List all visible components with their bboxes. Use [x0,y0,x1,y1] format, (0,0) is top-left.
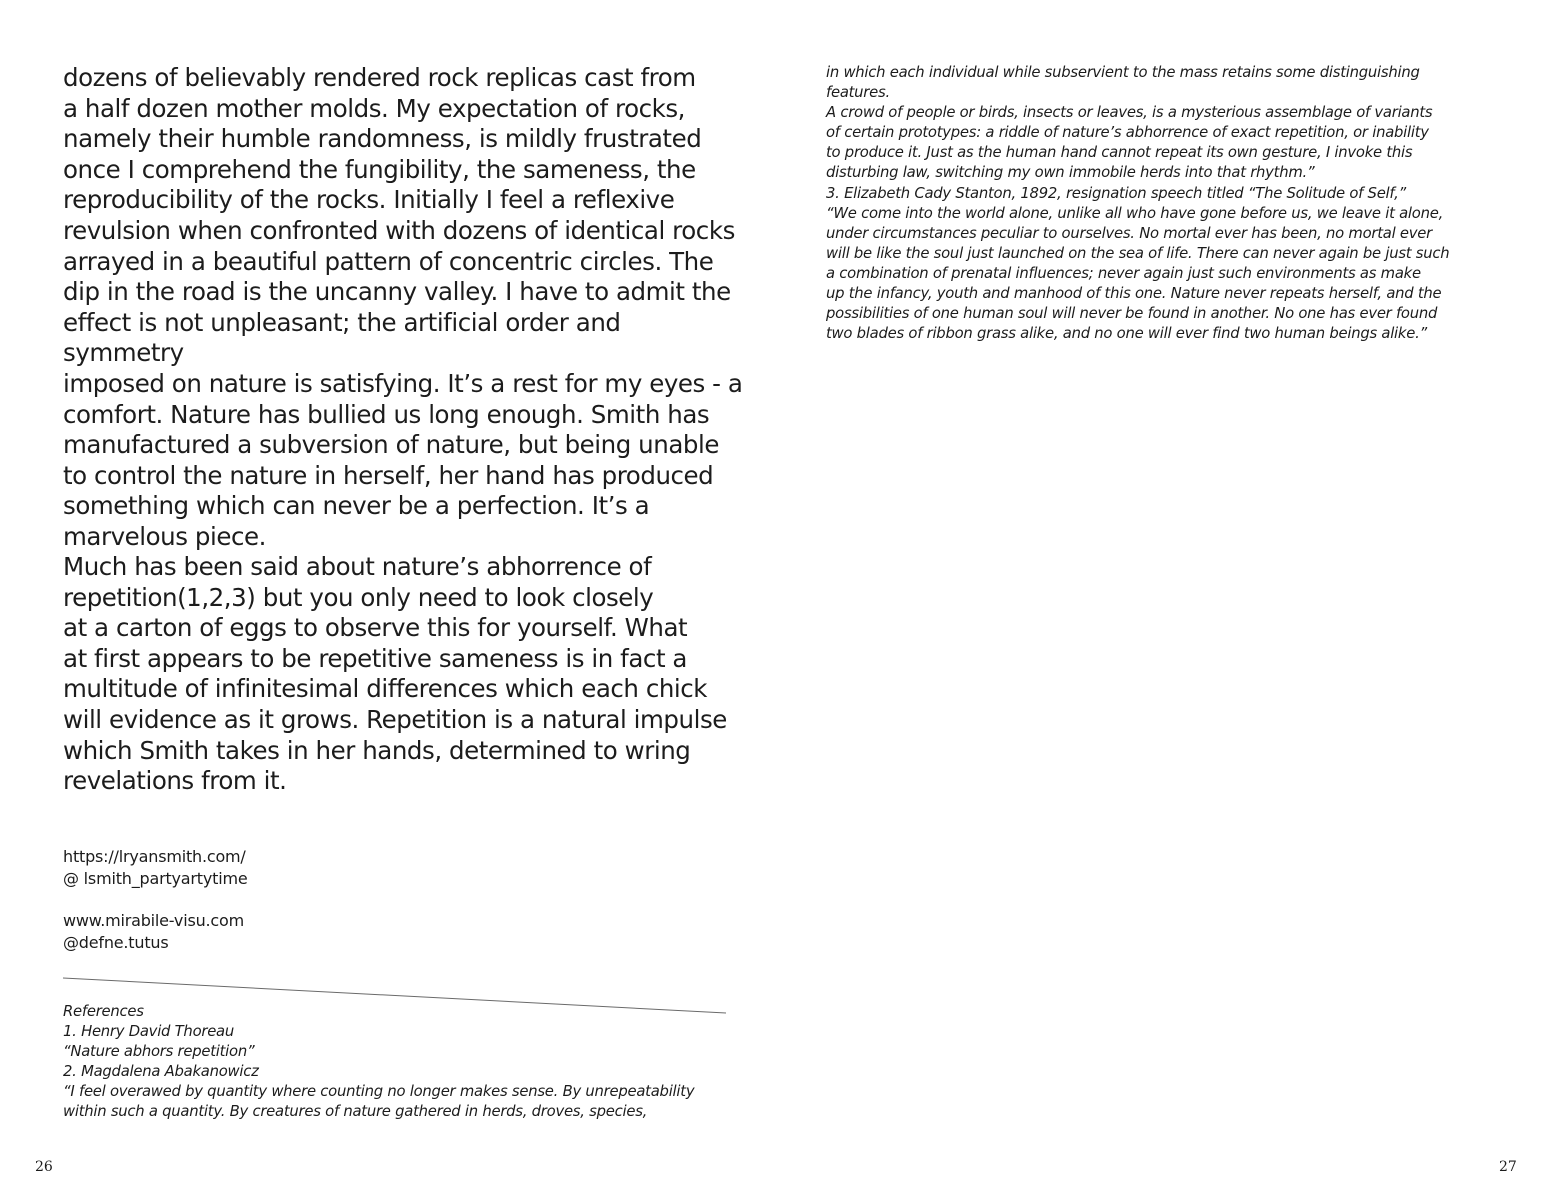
page-number-right: 27 [1499,1159,1517,1175]
writer-website-link[interactable]: www.mirabile-visu.com [63,911,244,930]
note-line: features. [826,84,890,102]
writer-instagram-handle[interactable]: @defne.tutus [63,932,169,952]
reference-line: 2. Magdalena Abakanowicz [63,1063,259,1081]
note-line: under circumstances peculiar to ourselves. No mortal ever has been, no mortal ever [826,224,1432,242]
note-line: will be like the soul just launched on the sea of life. There can never again be just such [826,244,1450,262]
note-line: two blades of ribbon grass alike, and no one will ever find two human beings alike.” [826,325,1427,343]
body-paragraph-1: dozens of believably rendered rock replicas cast from a half dozen mother molds. My expectation of rocks, namely their humble randomness, is mildly frustrated once I comprehend the fungibility, the sameness, the reproducibility of the rocks. Initially I feel a reflexive revulsion when confronted with dozens of identical rocks arrayed in a beautiful pattern of concentric circles. The dip in the road is the uncanny valley. I have to admit the effect is not unpleasant; the artificial order and symmetry imposed on nature is satisfying. It’s a rest for my eyes - a comfort. Nature has bullied us long enough. Smith has manufactured a subversion of nature, but being unable to control the nature in herself, her hand has produced something which can never be a perfection. It’s a marvelous piece. [63,63,743,551]
page-number-left: 26 [35,1159,53,1175]
body-paragraph-2: Much has been said about nature’s abhorrence of repetition(1,2,3) but you only need to look closely at a carton of eggs to observe this for yourself. What at first appears to be repetitive sameness is in fact a multitude of infinitesimal differences which each chick will evidence as it grows. Repetition is a natural impulse which Smith takes in her hands, determined to wring revelations from it. [63,552,727,796]
references-continued [826,63,1506,344]
note-line: A crowd of people or birds, insects or leaves, is a mysterious assemblage of variants [826,104,1433,122]
note-line: “We come into the world alone, unlike all who have gone before us, we leave it alone, [826,204,1444,222]
note-line: up the infancy, youth and manhood of this one. Nature never repeats herself, and the [826,285,1442,303]
note-line: a combination of prenatal influences; never again just such environments as make [826,264,1421,282]
reference-line: within such a quantity. By creatures of nature gathered in herds, droves, species, [63,1103,648,1121]
references-heading: References [63,1003,144,1020]
reference-line: 1. Henry David Thoreau [63,1023,235,1041]
note-line: in which each individual while subservient to the mass retains some distinguishing [826,64,1420,81]
reference-line: “Nature abhors repetition” [63,1043,255,1061]
artist-website-link[interactable]: https://lryansmith.com/ [63,847,246,866]
note-line: possibilities of one human soul will never be found in another. No one has ever found [826,305,1438,323]
note-line: disturbing law, switching my own immobile herds into that rhythm.” [826,164,1315,182]
note-line: 3. Elizabeth Cady Stanton, 1892, resignation speech titled “The Solitude of Self,” [826,184,1406,202]
note-line: to produce it. Just as the human hand cannot repeat its own gesture, I invoke this [826,144,1413,162]
reference-line: “I feel overawed by quantity where counting no longer makes sense. By unrepeatability [63,1083,695,1101]
note-line: of certain prototypes: a riddle of nature’s abhorrence of exact repetition, or inability [826,124,1429,142]
artist-instagram-handle[interactable]: @ lsmith_partyartytime [63,868,248,888]
references-section [63,1002,753,1123]
right-page [776,0,1552,1199]
